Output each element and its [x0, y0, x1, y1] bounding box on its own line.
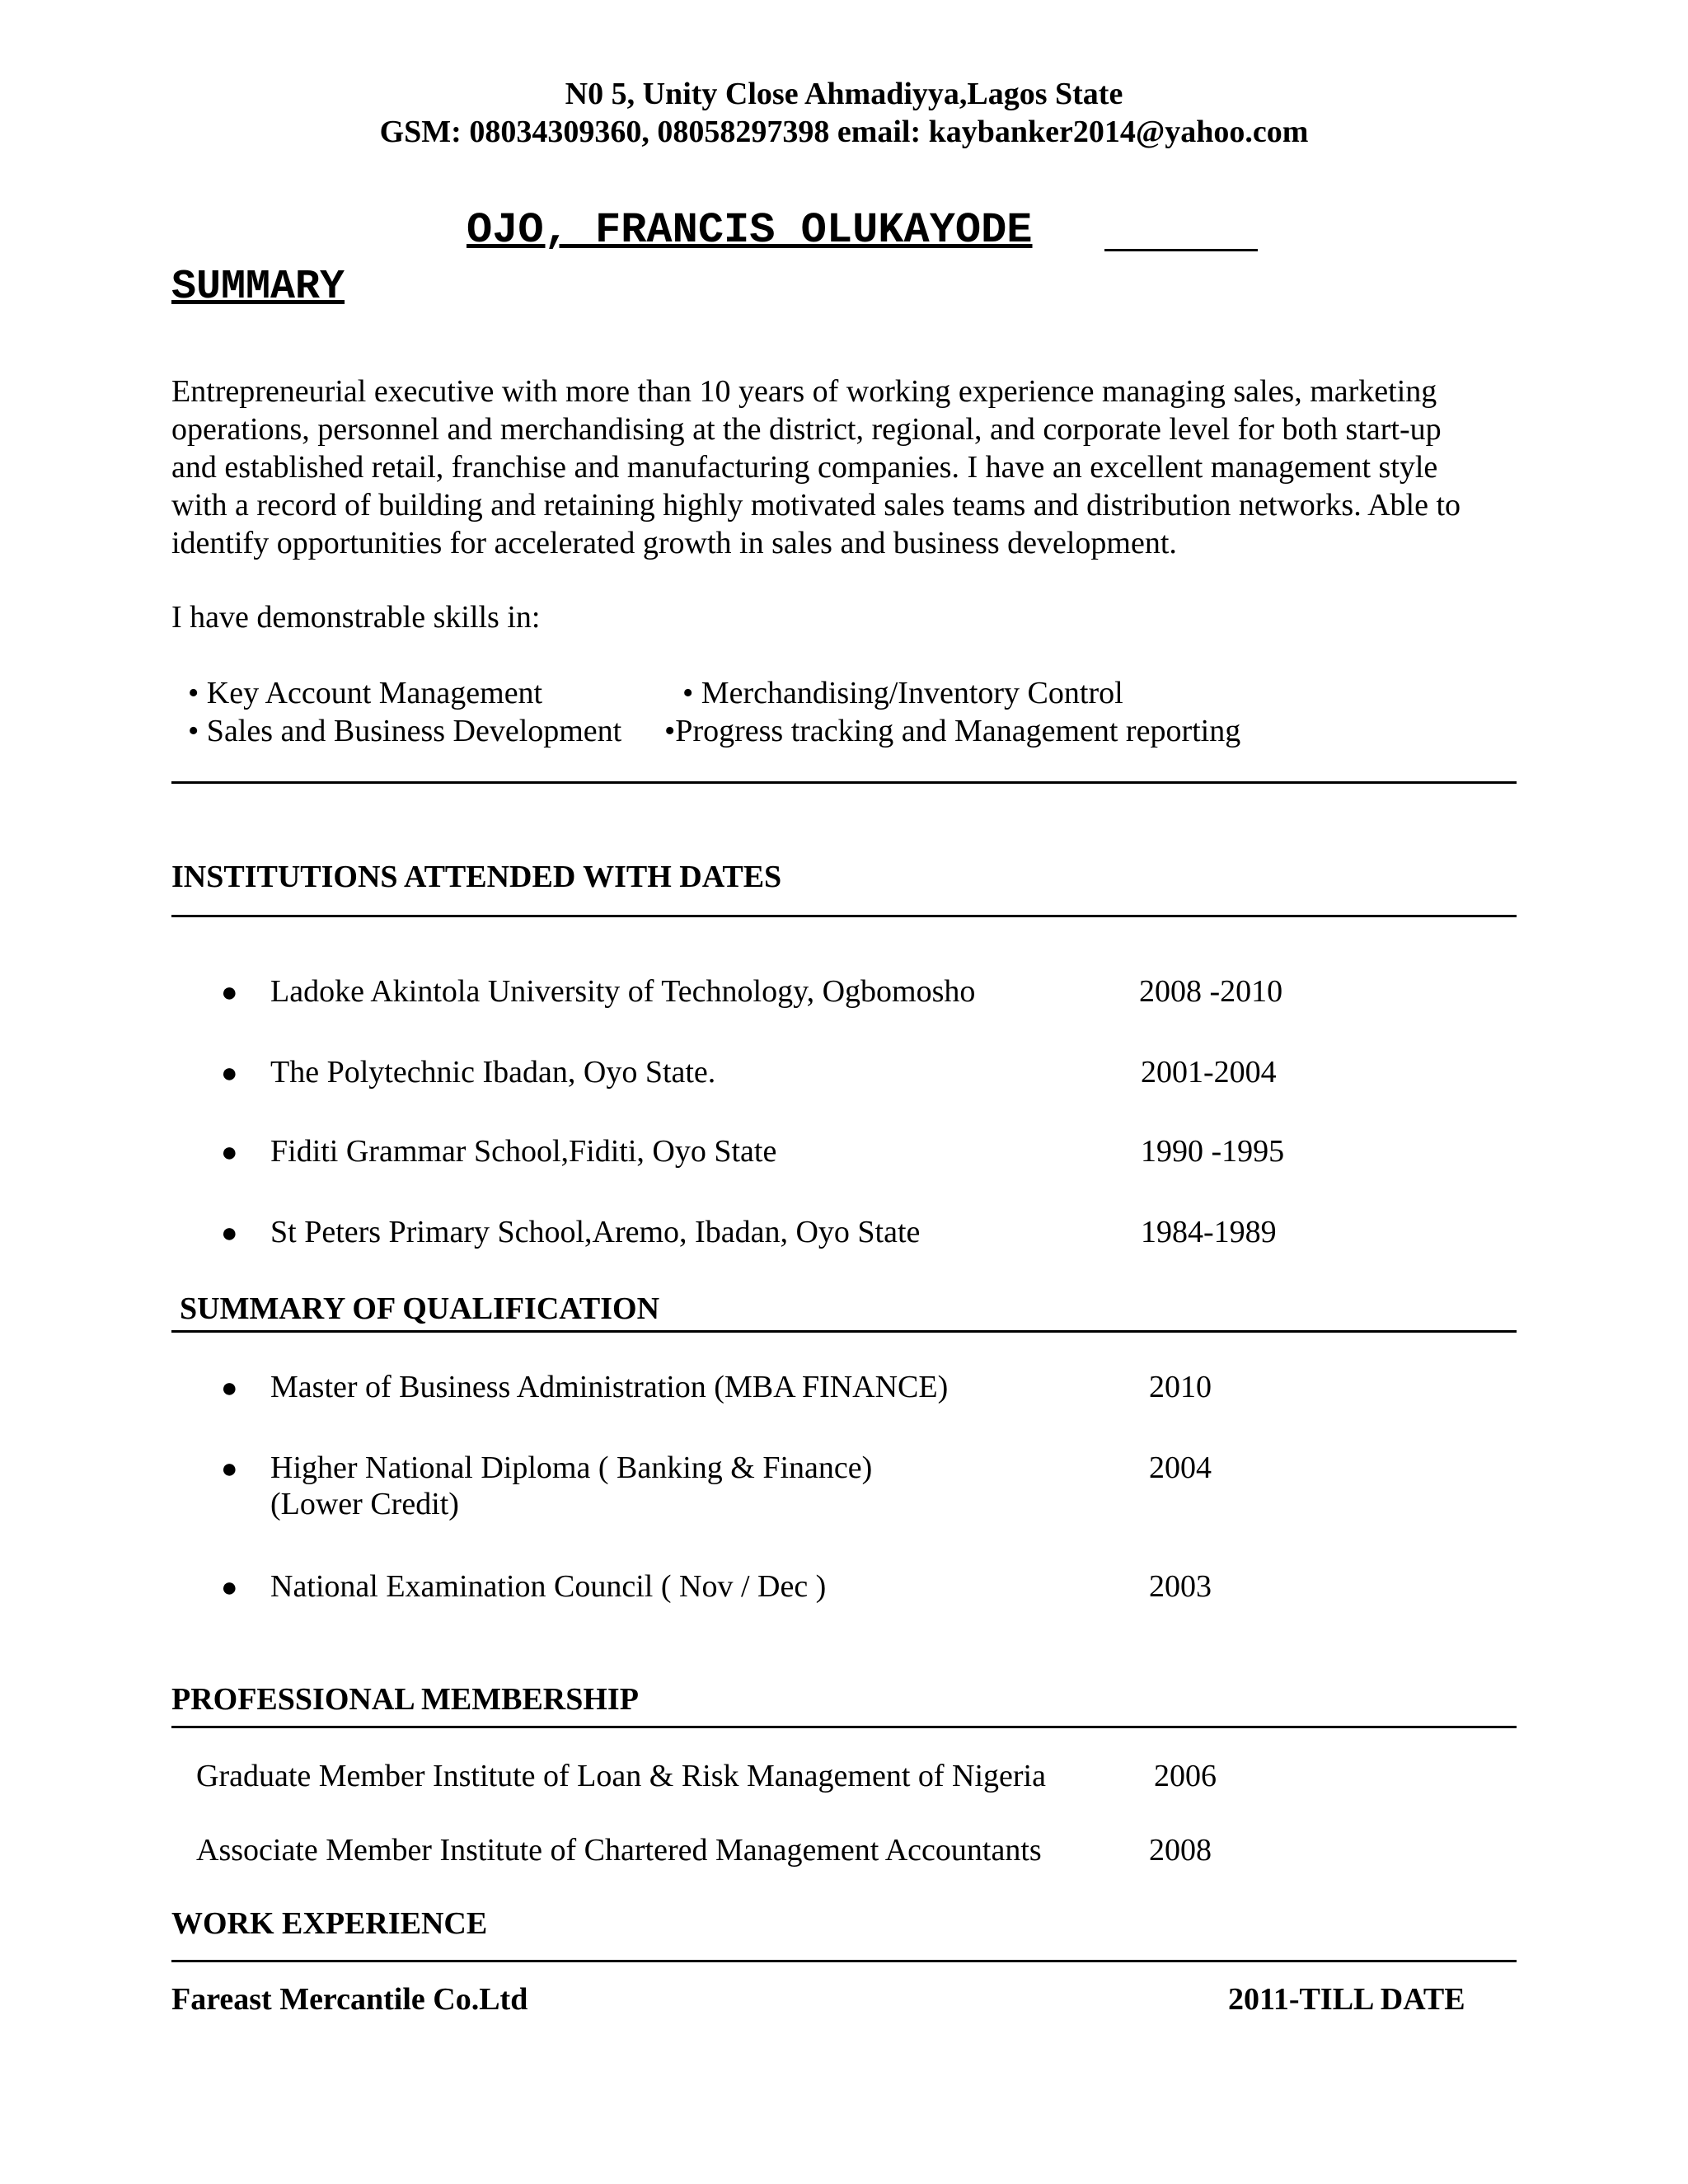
divider [171, 915, 1517, 917]
bullet-icon: ● [221, 1137, 238, 1168]
contact-line: GSM: 08034309360, 08058297398 email: kaybanker2014@yahoo.com [379, 115, 1309, 149]
institution-name: St Peters Primary School,Aremo, Ibadan, Oyo State [270, 1215, 921, 1249]
institution-dates: 1990 -1995 [1141, 1134, 1285, 1169]
summary-line: and established retail, franchise and manufacturing companies. I have an excellent management style [171, 450, 1438, 485]
institution-dates: 2001-2004 [1141, 1055, 1277, 1090]
qualification-year: 2010 [1149, 1370, 1212, 1404]
work-heading: WORK EXPERIENCE [171, 1906, 488, 1941]
summary-line: with a record of building and retaining highly motivated sales teams and distribution networks. Able to [171, 488, 1461, 523]
institution-name: The Polytechnic Ibadan, Oyo State. [270, 1055, 716, 1090]
bullet-icon: ● [221, 1454, 238, 1484]
bullet-icon: ● [221, 1373, 238, 1404]
summary-heading: SUMMARY [171, 264, 345, 311]
institution-dates: 1984-1989 [1141, 1215, 1277, 1249]
skills-intro: I have demonstrable skills in: [171, 600, 541, 635]
membership-year: 2008 [1149, 1833, 1212, 1868]
skill-item: • Sales and Business Development [188, 714, 622, 748]
summary-line: operations, personnel and merchandising at the district, regional, and corporate level for both start-up [171, 412, 1442, 447]
divider [171, 781, 1517, 784]
institutions-heading: INSTITUTIONS ATTENDED WITH DATES [171, 860, 782, 894]
membership-name: Associate Member Institute of Chartered Management Accountants [196, 1833, 1042, 1868]
skill-item: •Progress tracking and Management reporting [664, 714, 1241, 748]
company-name: Fareast Mercantile Co.Ltd [171, 1982, 528, 2017]
qualification-year: 2003 [1149, 1569, 1212, 1604]
skill-item: • Merchandising/Inventory Control [682, 676, 1123, 710]
employment-period: 2011-TILL DATE [1228, 1982, 1465, 2017]
membership-year: 2006 [1154, 1759, 1217, 1793]
candidate-name: OJO, FRANCIS OLUKAYODE [467, 206, 1033, 255]
divider [171, 1330, 1517, 1333]
bullet-icon: ● [221, 977, 238, 1008]
qualifications-heading: SUMMARY OF QUALIFICATION [180, 1291, 660, 1326]
bullet-icon: ● [221, 1058, 238, 1089]
divider [171, 1960, 1517, 1962]
qualification-note: (Lower Credit) [270, 1487, 459, 1521]
name-underline-extension [1104, 249, 1258, 251]
qualification-name: Higher National Diploma ( Banking & Finance) [270, 1451, 873, 1485]
bullet-icon: ● [221, 1572, 238, 1603]
summary-line: Entrepreneurial executive with more than 10 years of working experience managing sales, marketing [171, 374, 1437, 409]
institution-name: Ladoke Akintola University of Technology, Ogbomosho [270, 974, 976, 1009]
membership-heading: PROFESSIONAL MEMBERSHIP [171, 1682, 639, 1717]
bullet-icon: ● [221, 1218, 238, 1249]
institution-dates: 2008 -2010 [1139, 974, 1283, 1009]
divider [171, 1726, 1517, 1728]
address-line: N0 5, Unity Close Ahmadiyya,Lagos State [565, 77, 1123, 111]
skill-item: • Key Account Management [188, 676, 543, 710]
qualification-name: Master of Business Administration (MBA FINANCE) [270, 1370, 949, 1404]
qualification-name: National Examination Council ( Nov / Dec ) [270, 1569, 827, 1604]
summary-paragraph [171, 373, 1461, 562]
institution-name: Fiditi Grammar School,Fiditi, Oyo State [270, 1134, 777, 1169]
qualification-year: 2004 [1149, 1451, 1212, 1485]
membership-name: Graduate Member Institute of Loan & Risk Management of Nigeria [196, 1759, 1046, 1793]
summary-line: identify opportunities for accelerated growth in sales and business development. [171, 526, 1177, 560]
